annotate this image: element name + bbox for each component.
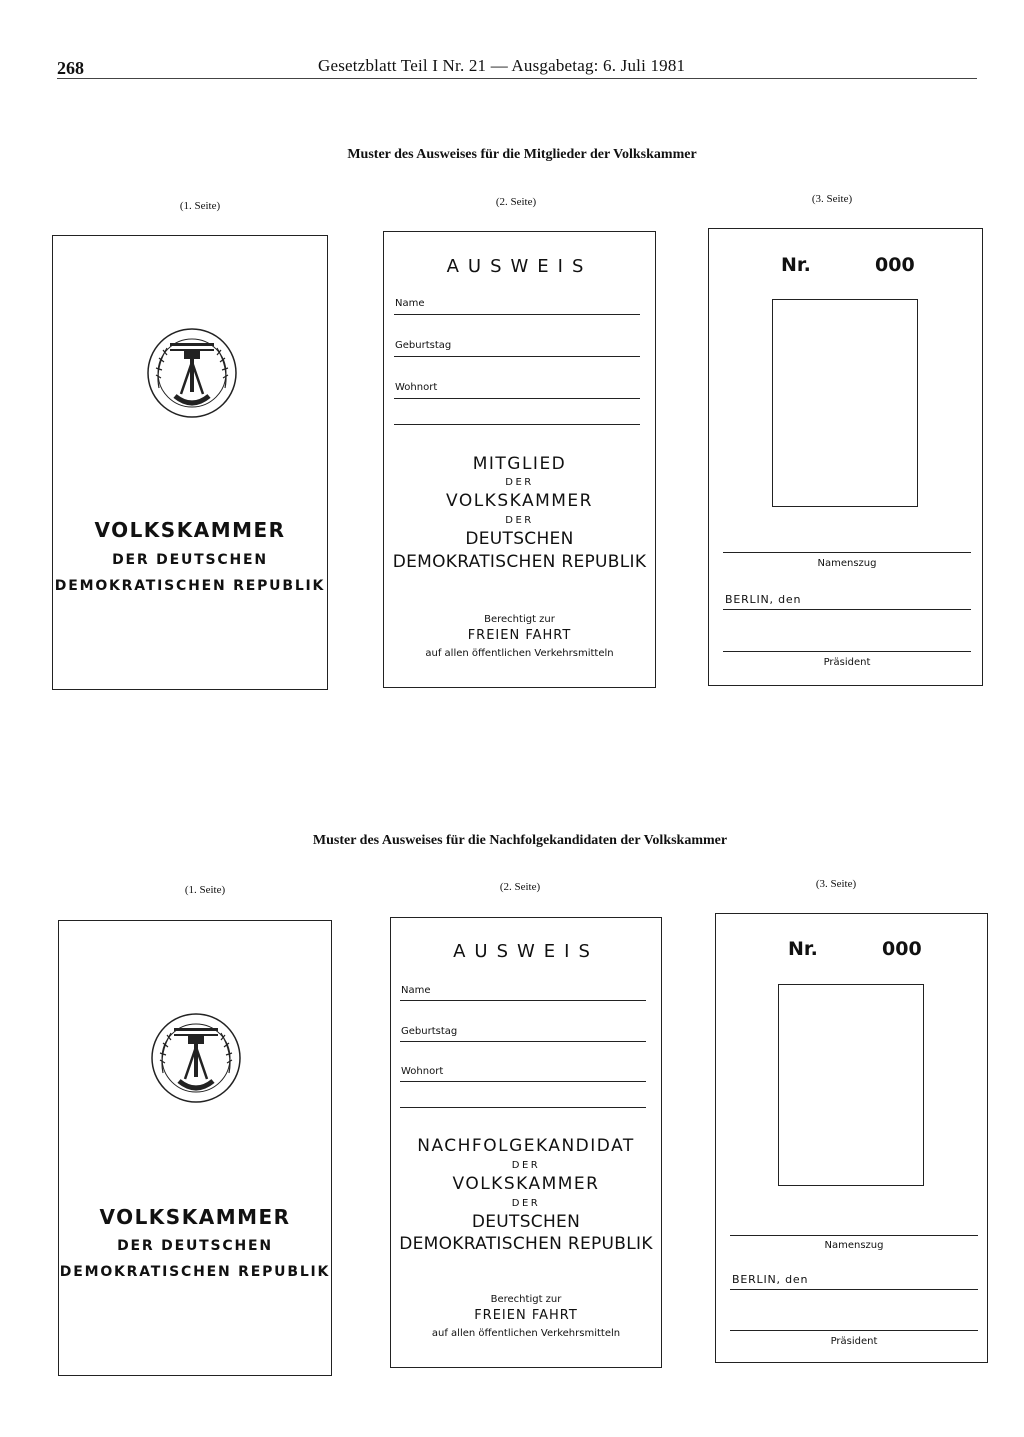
verkehrsmittel-text: auf allen öffentlichen Verkehrsmitteln — [431, 1328, 621, 1339]
field-line-wohnort — [400, 1081, 646, 1082]
section-title-members: Muster des Ausweises für die Mitglieder der Volkskammer — [347, 147, 697, 162]
status-der-1: DER — [511, 1160, 541, 1171]
id-card-back — [715, 913, 988, 1363]
page-number: 268 — [57, 58, 84, 78]
status-deutschen: DEUTSCHEN — [471, 1212, 581, 1232]
photo-box — [772, 299, 918, 507]
field-line-name — [394, 314, 640, 315]
id-card-front — [58, 920, 332, 1376]
nr-label: Nr. — [781, 254, 811, 276]
page-label-2: (2. Seite) — [495, 196, 537, 208]
namenszug-label: Namenszug — [824, 1240, 884, 1251]
status-volkskammer: VOLKSKAMMER — [452, 1174, 600, 1194]
signature-line — [730, 1235, 978, 1236]
status-der-2: DER — [505, 515, 534, 526]
state-emblem-icon — [137, 318, 247, 428]
status-deutschen: DEUTSCHEN — [465, 529, 574, 549]
berechtigt-text: Berechtigt zur — [484, 614, 555, 625]
ausweis-heading: AUSWEIS — [453, 941, 599, 962]
nr-value: 000 — [882, 938, 922, 960]
nr-label: Nr. — [788, 938, 818, 960]
status-republik: DEMOKRATISCHEN REPUBLIK — [392, 552, 647, 572]
page-label-1: (1. Seite) — [179, 200, 221, 212]
status-der-2: DER — [511, 1198, 541, 1209]
field-line-extra — [400, 1107, 646, 1108]
field-line-geburtstag — [400, 1041, 646, 1042]
page-label-2: (2. Seite) — [499, 881, 541, 893]
status-title: MITGLIED — [472, 454, 567, 474]
header-rule — [57, 78, 977, 79]
field-line-geburtstag — [394, 356, 640, 357]
praesident-label: Präsident — [823, 657, 871, 668]
card-front-line3: DEMOKRATISCHEN REPUBLIK — [54, 578, 326, 594]
berlin-label: BERLIN, den — [732, 1273, 809, 1286]
field-line-name — [400, 1000, 646, 1001]
freie-fahrt-text: FREIEN FAHRT — [467, 628, 572, 643]
header-title: Gesetzblatt Teil I Nr. 21 — Ausgabetag: 6. Juli 1981 — [318, 56, 686, 75]
field-label-name: Name — [401, 985, 431, 996]
field-line-wohnort — [394, 398, 640, 399]
page-label-3: (3. Seite) — [815, 878, 857, 890]
status-der-1: DER — [505, 477, 534, 488]
field-label-name: Name — [395, 298, 425, 309]
id-card-inside — [390, 917, 662, 1368]
field-line-extra — [394, 424, 640, 425]
status-republik: DEMOKRATISCHEN REPUBLIK — [399, 1234, 653, 1254]
president-line — [730, 1330, 978, 1331]
page-label-3: (3. Seite) — [811, 193, 853, 205]
nr-value: 000 — [875, 254, 915, 276]
freie-fahrt-text: FREIEN FAHRT — [474, 1308, 578, 1323]
card-front-title: VOLKSKAMMER — [94, 518, 286, 542]
photo-box — [778, 984, 924, 1186]
section-title-candidates: Muster des Ausweises für die Nachfolgekandidaten der Volkskammer — [312, 833, 728, 848]
id-card-back — [708, 228, 983, 686]
state-emblem-icon — [141, 1003, 251, 1113]
status-title: NACHFOLGEKANDIDAT — [417, 1136, 635, 1156]
signature-line — [723, 552, 971, 553]
field-label-geburtstag: Geburtstag — [401, 1026, 458, 1037]
card-front-title: VOLKSKAMMER — [99, 1205, 291, 1229]
date-line — [723, 609, 971, 610]
field-label-geburtstag: Geburtstag — [395, 340, 452, 351]
status-volkskammer: VOLKSKAMMER — [446, 491, 593, 511]
id-card-inside — [383, 231, 656, 688]
date-line — [730, 1289, 978, 1290]
page-label-1: (1. Seite) — [184, 884, 226, 896]
president-line — [723, 651, 971, 652]
namenszug-label: Namenszug — [817, 558, 877, 569]
berlin-label: BERLIN, den — [725, 593, 802, 606]
card-front-line2: DER DEUTSCHEN — [117, 1238, 273, 1254]
ausweis-heading: AUSWEIS — [446, 256, 593, 277]
card-front-line3: DEMOKRATISCHEN REPUBLIK — [59, 1264, 331, 1280]
berechtigt-text: Berechtigt zur — [490, 1294, 562, 1305]
id-card-front — [52, 235, 328, 690]
field-label-wohnort: Wohnort — [395, 382, 438, 393]
praesident-label: Präsident — [830, 1336, 878, 1347]
field-label-wohnort: Wohnort — [401, 1066, 444, 1077]
card-front-line2: DER DEUTSCHEN — [112, 552, 268, 568]
verkehrsmittel-text: auf allen öffentlichen Verkehrsmitteln — [425, 648, 614, 659]
